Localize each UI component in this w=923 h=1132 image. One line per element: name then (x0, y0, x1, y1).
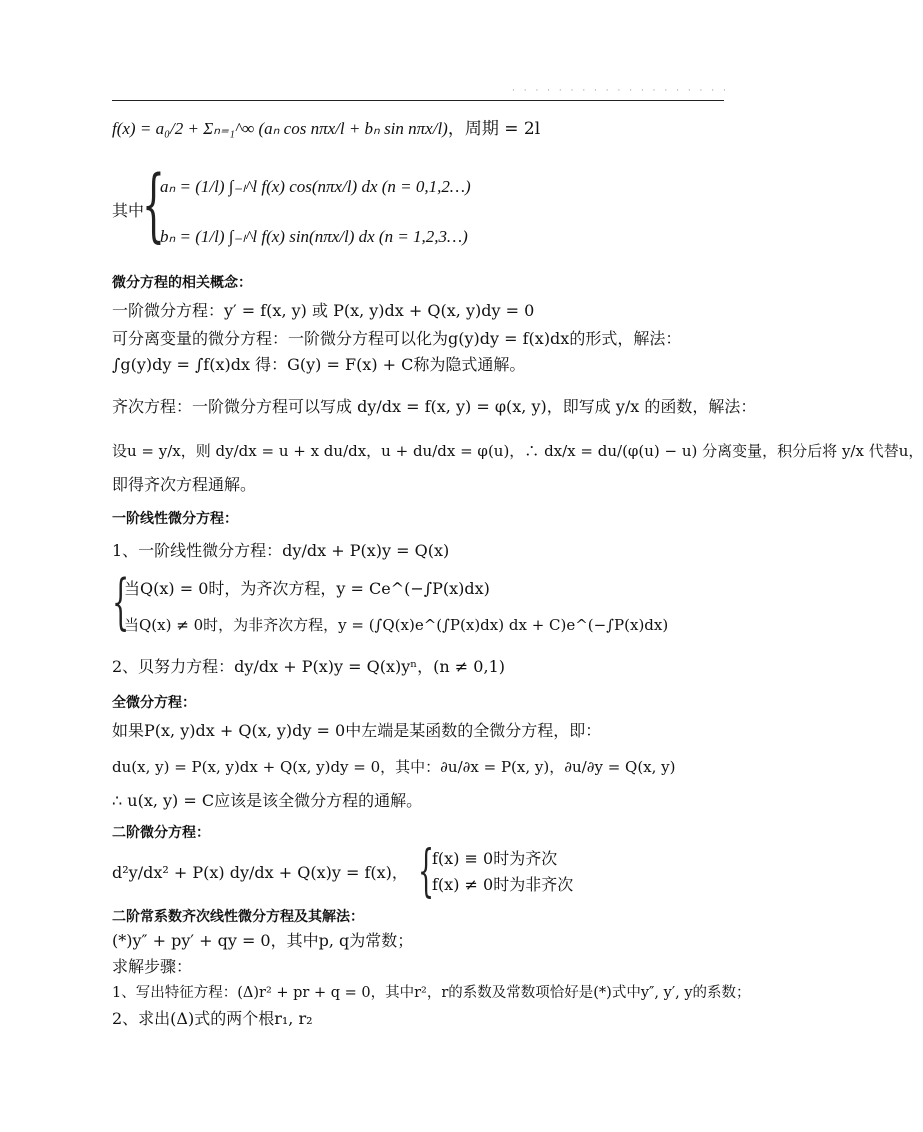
section-title-constant-coefficient: 二阶常系数齐次线性微分方程及其解法： (112, 909, 364, 925)
header-decoration: · · · · · · · · · · · · · · · · · · · (512, 86, 729, 96)
characteristic-equation-step: 1、写出特征方程：(Δ)r² + pr + q = 0，其中r²，r的系数及常数项恰好是(*)式中y″, y′, y的系数； (112, 985, 751, 1001)
homogeneous-equation: 齐次方程：一阶微分方程可以写成 dy/dx = f(x, y) = φ(x, y)，即写成 y/x 的函数，解法： (112, 397, 757, 416)
exact-solution: ∴ u(x, y) = C应该是该全微分方程的通解。 (112, 791, 423, 810)
exact-differential: du(x, y) = P(x, y)dx + Q(x, y)dy = 0，其中：∂u/∂x = P(x, y)，∂u/∂y = Q(x, y) (112, 758, 676, 776)
left-brace-icon: { (418, 839, 435, 904)
fourier-series-formula (112, 118, 540, 140)
linear-equation: 1、一阶线性微分方程：dy/dx + P(x)y = Q(x) (112, 541, 450, 560)
section-title-linear: 一阶线性微分方程： (112, 511, 238, 527)
constant-coefficient-equation: (*)y″ + py′ + qy = 0，其中p, q为常数； (112, 931, 414, 950)
left-brace-icon: { (112, 567, 130, 637)
where-label: 其中 (112, 201, 145, 220)
separable-equation: 可分离变量的微分方程：一阶微分方程可以化为g(y)dy = f(x)dx的形式，解法： (112, 329, 682, 348)
section-title-exact: 全微分方程： (112, 695, 196, 711)
separable-solution: ∫g(y)dy = ∫f(x)dx 得：G(y) = F(x) + C称为隐式通解。 (112, 355, 526, 374)
second-order-case-homogeneous: f(x) ≡ 0时为齐次 (432, 849, 558, 868)
linear-nonhomogeneous-case: 当Q(x) ≠ 0时，为非齐次方程，y = (∫Q(x)e^(∫P(x)dx) dx + C)e^(−∫P(x)dx) (124, 616, 669, 634)
coefficient-an: aₙ = (1/l) ∫₋ₗ^l f(x) cos(nπx/l) dx (n = 0,1,2…) (160, 177, 471, 196)
second-order-equation: d²y/dx² + P(x) dy/dx + Q(x)y = f(x)， (112, 863, 408, 882)
section-title-concepts: 微分方程的相关概念： (112, 275, 252, 291)
left-brace-icon: { (142, 158, 165, 251)
bernoulli-equation: 2、贝努力方程：dy/dx + P(x)y = Q(x)yⁿ，(n ≠ 0,1) (112, 657, 505, 676)
second-order-case-nonhomogeneous: f(x) ≠ 0时为非齐次 (432, 875, 574, 894)
linear-homogeneous-case: 当Q(x) = 0时，为齐次方程，y = Ce^(−∫P(x)dx) (124, 579, 490, 598)
first-order-equation: 一阶微分方程：y′ = f(x, y) 或 P(x, y)dx + Q(x, y)dy = 0 (112, 301, 535, 320)
fourier-formula-text: f(x) = a₀/2 + Σₙ₌₁^∞ (aₙ cos nπx/l + bₙ sin nπx/l) (112, 119, 448, 138)
header-rule (112, 100, 724, 101)
homogeneous-general: 即得齐次方程通解。 (112, 475, 257, 494)
solution-steps-label: 求解步骤： (112, 957, 193, 976)
period-label: ，周期 = 2l (447, 119, 541, 139)
section-title-second-order: 二阶微分方程： (112, 825, 210, 841)
coefficient-bn: bₙ = (1/l) ∫₋ₗ^l f(x) sin(nπx/l) dx (n = 1,2,3…) (160, 227, 468, 246)
roots-step: 2、求出(Δ)式的两个根r₁, r₂ (112, 1009, 313, 1028)
homogeneous-solution: 设u = y/x，则 dy/dx = u + x du/dx，u + du/dx = φ(u)，∴ dx/x = du/(φ(u) − u) 分离变量，积分后将 y/x 代替u， (112, 442, 923, 460)
exact-definition: 如果P(x, y)dx + Q(x, y)dy = 0中左端是某函数的全微分方程，即： (112, 721, 602, 740)
